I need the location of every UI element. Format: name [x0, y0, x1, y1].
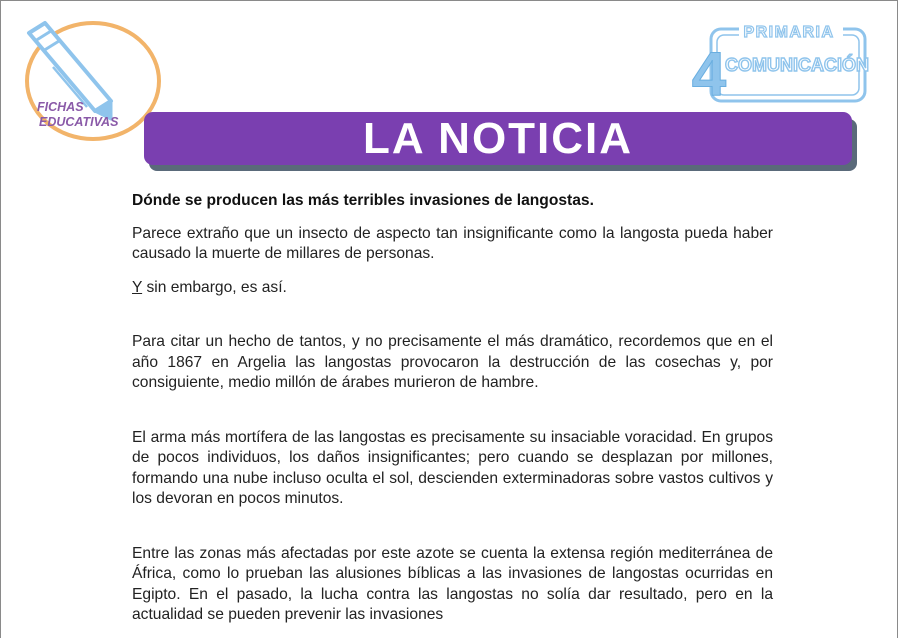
paragraph-5: Entre las zonas más afectadas por este azote se cuenta la extensa región mediterránea de África, como lo prueban las alusiones bíblicas a las invasiones de langostas ocurridas en Egipto. En el pasado, la lucha contra las langostas no solía dar resultado, pero en la actualidad se pueden prevenir las invasiones — [132, 544, 773, 623]
fichas-educativas-logo — [15, 15, 165, 149]
logo-line1: FICHAS — [37, 100, 84, 114]
paragraph-4: El arma más mortífera de las langostas es precisamente su insaciable voracidad. En grupos de pocos individuos, los daños insignificantes; pero cuando se desplazan por millones, formando una nube incluso oculta el sol, descienden exterminadoras sobre vastos cultivos y los devoran en pocos minutos. — [132, 428, 773, 507]
logo-line2: EDUCATIVAS — [39, 115, 119, 129]
article-body — [132, 191, 773, 626]
title-banner — [144, 112, 852, 165]
paragraph-2 — [132, 278, 773, 299]
paragraph-1: Parece extraño que un insecto de aspecto tan insignificante como la langosta pueda haber causado la muerte de millares de personas. — [132, 224, 773, 262]
paragraph-2-initial: Y — [132, 278, 143, 296]
grade-number: 4 — [691, 40, 727, 109]
article-subtitle: Dónde se producen las más terribles invasiones de langostas. — [132, 192, 594, 209]
page-title: LA NOTICIA — [362, 113, 634, 163]
paragraph-3: Para citar un hecho de tantos, y no precisamente el más dramático, recordemos que en el año 1867 en Argelia las langostas provocaron la destrucción de las cosechas y, por consiguiente, medio millón de árabes murieron de hambre. — [132, 333, 773, 391]
paragraph-2-text: sin embargo, es así. — [142, 278, 287, 296]
level-label: PRIMARIA — [743, 24, 835, 41]
primaria-comunicacion-badge — [685, 17, 875, 109]
subject-label: COMUNICACIÓN — [725, 55, 869, 75]
